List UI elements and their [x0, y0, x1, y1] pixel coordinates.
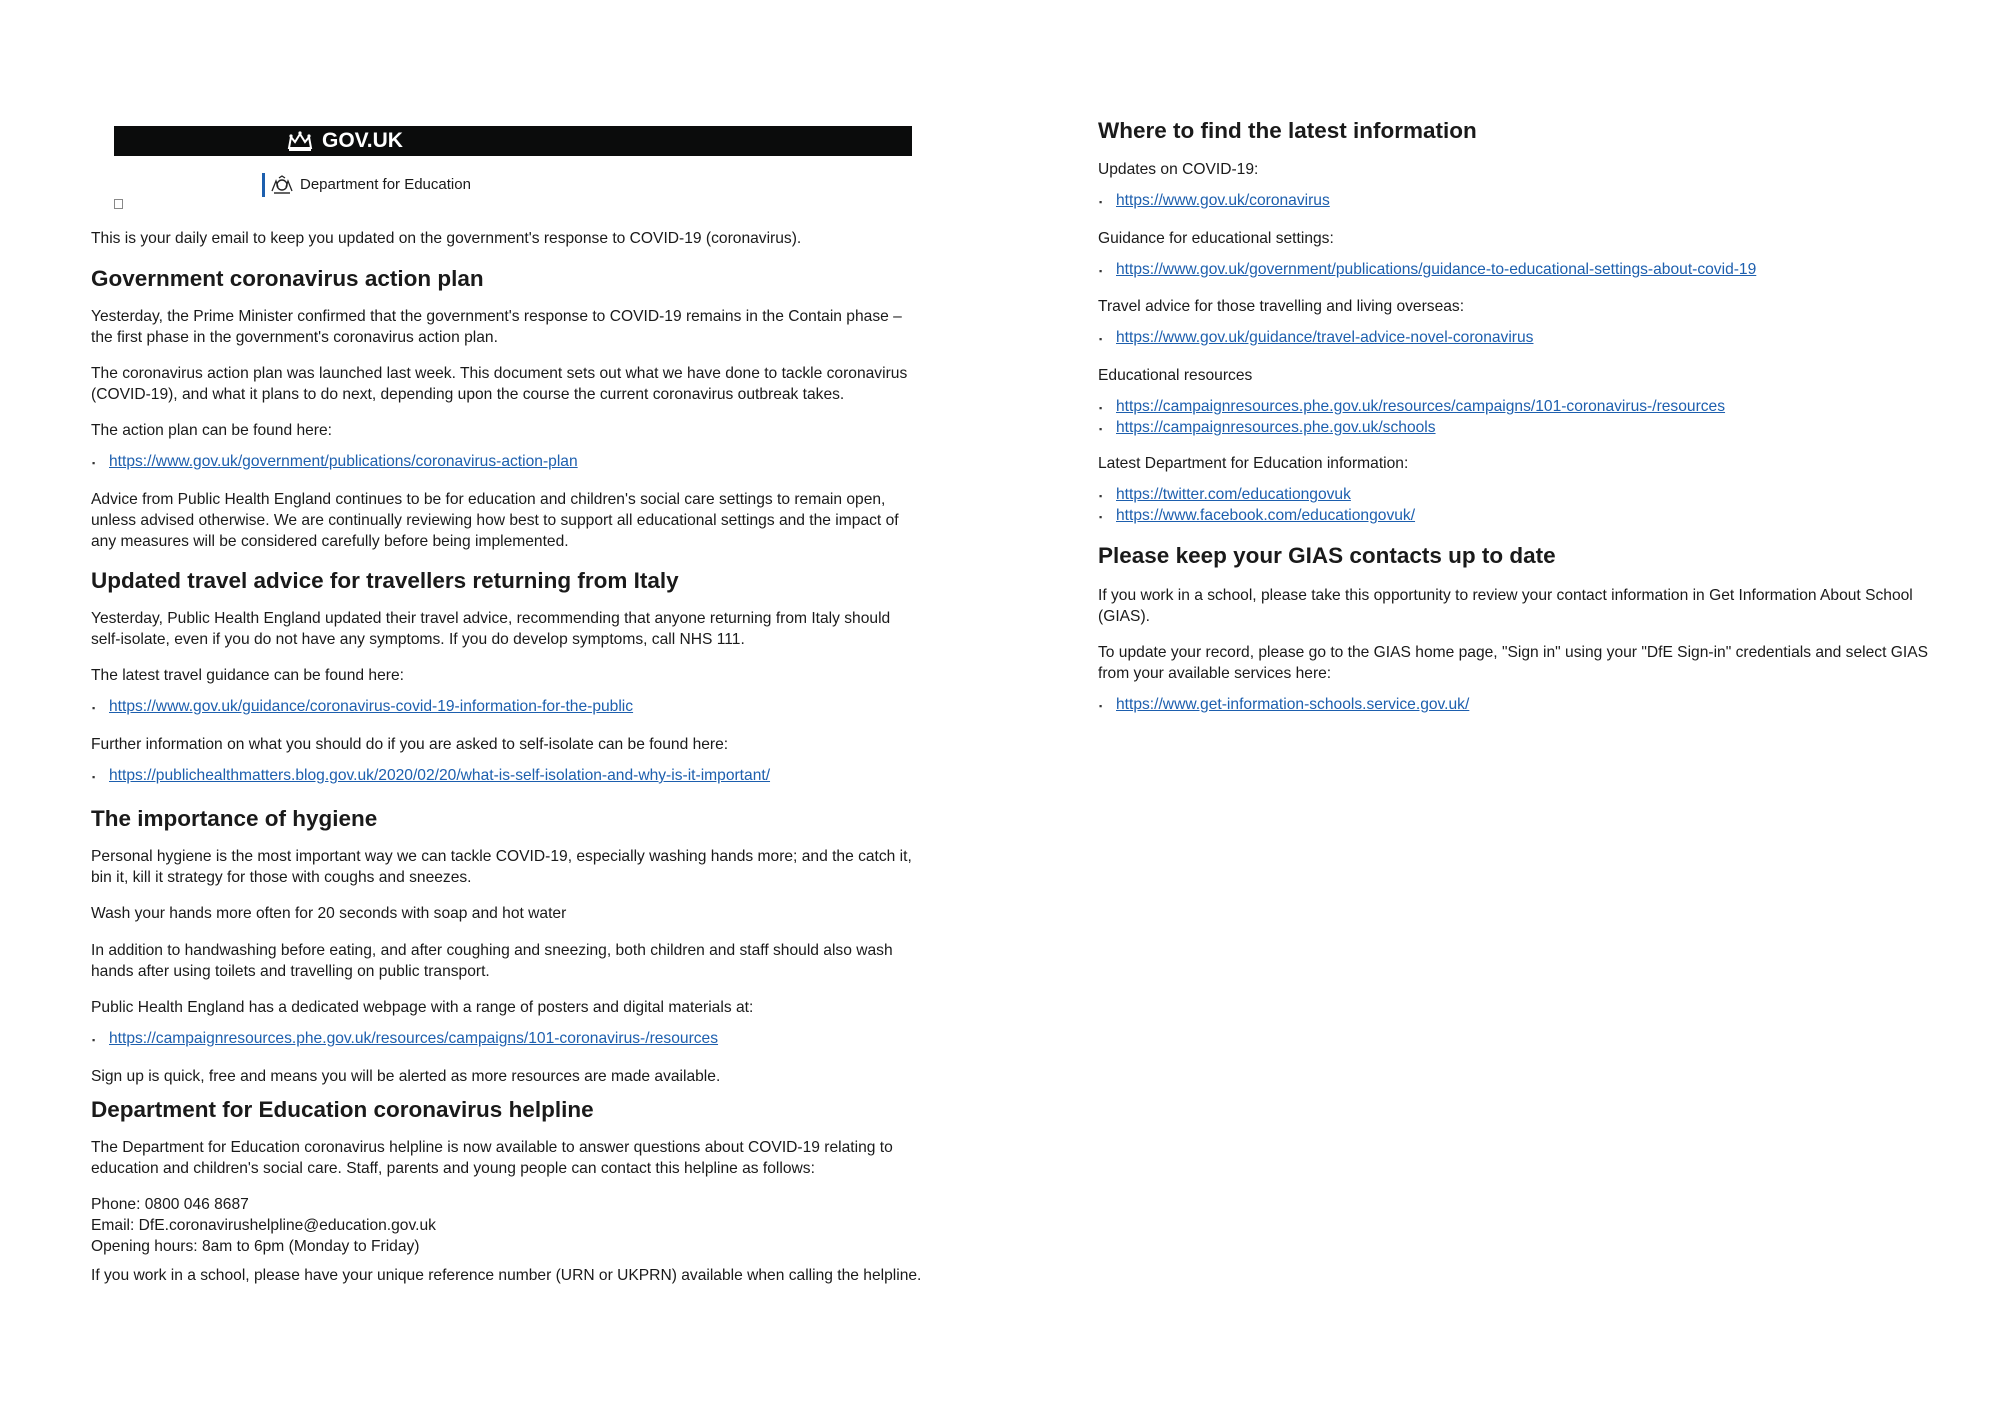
para-line: Yesterday, Public Health England updated their travel advice, recommending that anyone returning from Italy should: [91, 610, 891, 627]
para-line: from your available services here:: [1098, 665, 1332, 682]
bullet-icon: ▪: [92, 458, 96, 468]
bullet-icon: ▪: [1099, 334, 1103, 344]
para-line: If you work in a school, please have your unique reference number (URN or UKPRN) available when calling the helpline.: [91, 1267, 922, 1284]
para-line: (COVID-19), and what it plans to do next, depending upon the course the current coronavirus outbreak takes.: [91, 386, 845, 403]
para-line: Public Health England has a dedicated webpage with a range of posters and digital materials at:: [91, 999, 754, 1016]
para-line: Educational resources: [1098, 367, 1253, 384]
para-line: Guidance for educational settings:: [1098, 230, 1334, 247]
guidance-settings-link[interactable]: https://www.gov.uk/government/publications/guidance-to-educational-settings-about-covid-19: [1116, 261, 1757, 278]
gov-uk-banner: [114, 126, 912, 156]
para-line: Latest Department for Education information:: [1098, 455, 1409, 472]
broken-image-icon: [114, 199, 123, 209]
para-line: The latest travel guidance can be found here:: [91, 667, 404, 684]
list-item: [1098, 695, 1469, 716]
list-item: [1098, 328, 1533, 349]
bullet-icon: ▪: [92, 772, 96, 782]
helpline-phone: Phone: 0800 046 8687: [91, 1196, 249, 1213]
heading-gias: Please keep your GIAS contacts up to date: [1098, 543, 1556, 568]
para-line: If you work in a school, please take this opportunity to review your contact information in Get Information About School: [1098, 587, 1913, 604]
para-line: education and children's social care. Staff, parents and young people can contact this helpline as follows:: [91, 1160, 815, 1177]
heading-helpline: Department for Education coronavirus helpline: [91, 1097, 594, 1122]
heading-hygiene: The importance of hygiene: [91, 806, 378, 831]
heading-travel-advice: Updated travel advice for travellers returning from Italy: [91, 568, 679, 593]
self-isolation-link[interactable]: https://publichealthmatters.blog.gov.uk/2020/02/20/what-is-self-isolation-and-why-is-it-important/: [109, 767, 771, 784]
helpline-hours: Opening hours: 8am to 6pm (Monday to Friday): [91, 1238, 420, 1255]
para-line: The Department for Education coronavirus helpline is now available to answer questions about COVID-19 relating to: [91, 1139, 893, 1156]
bullet-icon: ▪: [1099, 701, 1103, 711]
para-line: Wash your hands more often for 20 seconds with soap and hot water: [91, 905, 567, 922]
bullet-icon: ▪: [92, 1035, 96, 1045]
list-item: [1098, 485, 1351, 506]
crown-icon: [286, 130, 314, 152]
phe-resources-link[interactable]: https://campaignresources.phe.gov.uk/resources/campaigns/101-coronavirus-/resources: [109, 1030, 719, 1047]
para-line: the first phase in the government's coronavirus action plan.: [91, 329, 498, 346]
para-line: Travel advice for those travelling and living overseas:: [1098, 298, 1465, 315]
gov-uk-logo-text: GOV.UK: [322, 129, 403, 152]
list-item: [1098, 418, 1436, 439]
action-plan-link[interactable]: https://www.gov.uk/government/publications/coronavirus-action-plan: [109, 453, 578, 470]
travel-advice-link[interactable]: https://www.gov.uk/guidance/travel-advice-novel-coronavirus: [1116, 329, 1534, 346]
list-item: [91, 697, 633, 718]
twitter-link[interactable]: https://twitter.com/educationgovuk: [1116, 486, 1351, 503]
bullet-icon: ▪: [1099, 512, 1103, 522]
list-item: [91, 766, 770, 787]
para-line: (GIAS).: [1098, 608, 1150, 625]
para-line: The coronavirus action plan was launched last week. This document sets out what we have done to tackle coronavirus: [91, 365, 908, 382]
bullet-icon: ▪: [1099, 197, 1103, 207]
heading-action-plan: Government coronavirus action plan: [91, 266, 484, 291]
list-item: [91, 452, 578, 473]
coronavirus-link[interactable]: https://www.gov.uk/coronavirus: [1116, 192, 1330, 209]
para-line: unless advised otherwise. We are continually reviewing how best to support all educational settings and the impact of: [91, 512, 899, 529]
bullet-icon: ▪: [1099, 266, 1103, 276]
para-line: any measures will be considered carefully before being implemented.: [91, 533, 569, 550]
list-item: [1098, 260, 1756, 281]
intro-text: This is your daily email to keep you updated on the government's response to COVID-19 (coronavirus).: [91, 230, 802, 247]
helpline-email: Email: DfE.coronavirushelpline@education.gov.uk: [91, 1217, 436, 1234]
para-line: The action plan can be found here:: [91, 422, 333, 439]
bullet-icon: ▪: [92, 703, 96, 713]
department-name: Department for Education: [300, 176, 471, 193]
para-line: hands after using toilets and travelling on public transport.: [91, 963, 490, 980]
heading-latest-info: Where to find the latest information: [1098, 118, 1477, 143]
travel-guidance-link[interactable]: https://www.gov.uk/guidance/coronavirus-covid-19-information-for-the-public: [109, 698, 634, 715]
para-line: Sign up is quick, free and means you will be alerted as more resources are made available.: [91, 1068, 721, 1085]
para-line: To update your record, please go to the GIAS home page, "Sign in" using your "DfE Sign-in" credentials and select GIAS: [1098, 644, 1929, 661]
para-line: Yesterday, the Prime Minister confirmed that the government's response to COVID-19 remains in the Contain phase –: [91, 308, 902, 325]
phe-resources-link[interactable]: https://campaignresources.phe.gov.uk/resources/campaigns/101-coronavirus-/resources: [1116, 398, 1726, 415]
para-line: Advice from Public Health England continues to be for education and children's social care settings to remain open,: [91, 491, 886, 508]
list-item: [1098, 506, 1415, 527]
bullet-icon: ▪: [1099, 403, 1103, 413]
para-line: bin it, kill it strategy for those with coughs and sneezes.: [91, 869, 472, 886]
list-item: [1098, 191, 1330, 212]
facebook-link[interactable]: https://www.facebook.com/educationgovuk/: [1116, 507, 1416, 524]
para-line: Updates on COVID-19:: [1098, 161, 1259, 178]
list-item: [91, 1029, 718, 1050]
para-line: Further information on what you should do if you are asked to self-isolate can be found here:: [91, 736, 729, 753]
para-line: self-isolate, even if you do not have any symptoms. If you do develop symptoms, call NHS 111.: [91, 631, 745, 648]
bullet-icon: ▪: [1099, 491, 1103, 501]
para-line: In addition to handwashing before eating, and after coughing and sneezing, both children and staff should also wash: [91, 942, 893, 959]
phe-schools-link[interactable]: https://campaignresources.phe.gov.uk/schools: [1116, 419, 1436, 436]
bullet-icon: ▪: [1099, 424, 1103, 434]
para-line: Personal hygiene is the most important way we can tackle COVID-19, especially washing hands more; and the catch it,: [91, 848, 912, 865]
gias-link[interactable]: https://www.get-information-schools.service.gov.uk/: [1116, 696, 1470, 713]
department-rule: [262, 173, 265, 197]
list-item: [1098, 397, 1725, 418]
royal-crest-icon: [270, 175, 294, 195]
